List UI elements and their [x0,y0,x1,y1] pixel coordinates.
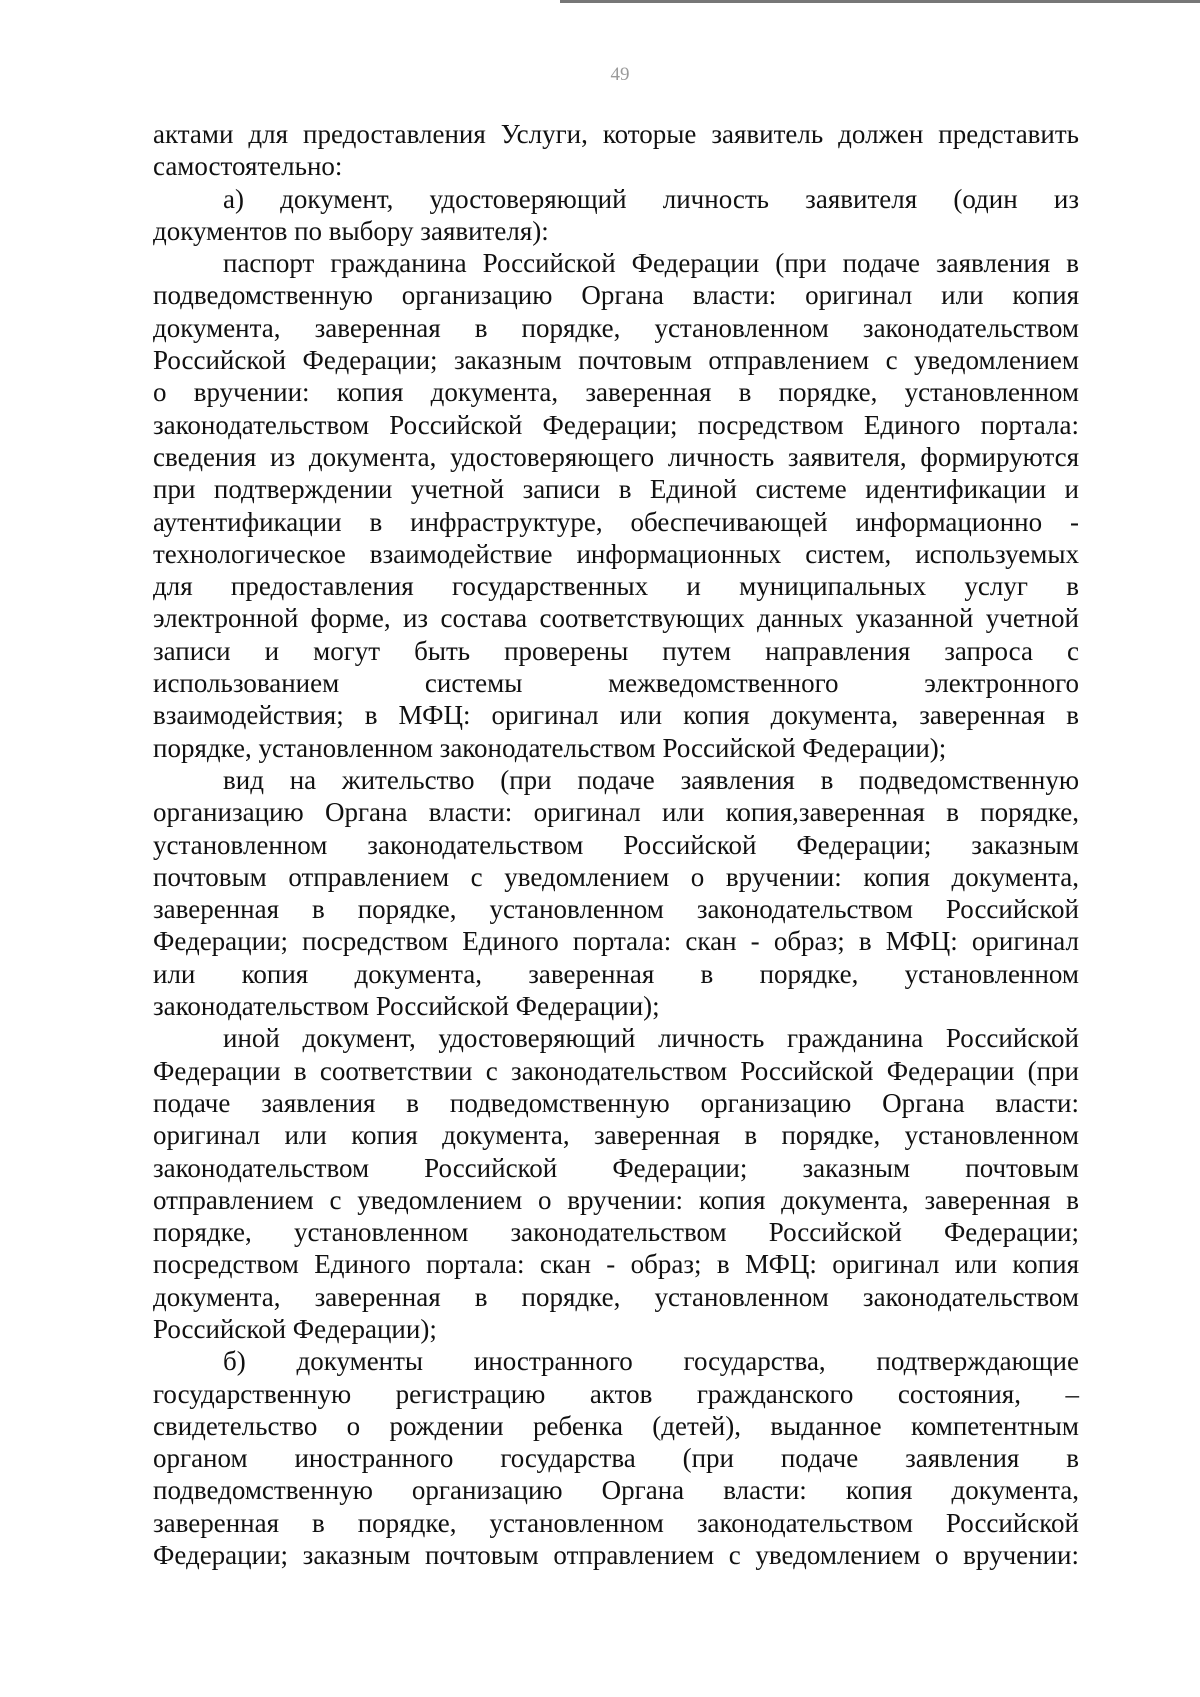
text-line: законодательством Российской Федерации; заказным почтовым [153,1152,1079,1183]
text-line: паспорт гражданина Российской Федерации (при подаче заявления в [223,248,1079,279]
text-line: органом иностранного государства (при подаче заявления в [153,1443,1079,1474]
text-line: вид на жительство (при подаче заявления в подведомственную [223,764,1079,795]
text-line: документов по выбору заявителя): [153,215,549,246]
top-border-line [560,0,1200,3]
text-line: а) документ, удостоверяющий личность заявителя (один из [223,183,1079,214]
text-line: подведомственную организацию Органа власти: копия документа, [153,1475,1079,1506]
text-line: актами для предоставления Услуги, которые заявитель должен представить [153,119,1079,149]
text-line: о вручении: копия документа, заверенная в порядке, установленном [153,377,1079,408]
text-line: использованием системы межведомственного электронного [153,668,1079,699]
text-line: технологическое взаимодействие информационных систем, используемых [153,538,1079,569]
text-line: подаче заявления в подведомственную организацию Органа власти: [153,1087,1079,1118]
text-line: Российской Федерации); [153,1313,437,1344]
text-line: порядке, установленном законодательством Российской Федерации); [153,732,947,763]
text-line: посредством Единого портала: скан - образ; в МФЦ: оригинал или копия [153,1249,1079,1280]
text-line: законодательством Российской Федерации; посредством Единого портала: [153,409,1079,440]
text-line: при подтверждении учетной записи в Единой системе идентификации и [153,474,1079,505]
document-body [153,118,1079,1571]
text-line: для предоставления государственных и муниципальных услуг в [153,571,1079,602]
text-line: Федерации в соответствии с законодательством Российской Федерации (при [153,1055,1079,1086]
text-line: свидетельство о рождении ребенка (детей), выданное компетентным [153,1410,1079,1441]
text-line: Федерации; посредством Единого портала: скан - образ; в МФЦ: оригинал [153,926,1079,957]
text-line: установленном законодательством Российской Федерации; заказным [153,829,1079,860]
text-line: государственную регистрацию актов гражданского состояния, – [153,1378,1079,1409]
text-line: заверенная в порядке, установленном законодательством Российской [153,894,1079,925]
text-line: б) документы иностранного государства, подтверждающие [223,1346,1079,1377]
text-line: почтовым отправлением с уведомлением о вручении: копия документа, [153,861,1079,892]
page-number: 49 [610,64,630,85]
text-line: сведения из документа, удостоверяющего личность заявителя, формируются [153,441,1079,472]
text-line: Российской Федерации; заказным почтовым отправлением с уведомлением [153,345,1079,376]
text-line: порядке, установленном законодательством Российской Федерации; [153,1217,1079,1248]
text-line: законодательством Российской Федерации); [153,991,660,1022]
text-line: подведомственную организацию Органа власти: оригинал или копия [153,280,1079,311]
text-line: записи и могут быть проверены путем направления запроса с [153,635,1079,666]
text-line: документа, заверенная в порядке, установленном законодательством [153,312,1079,343]
text-line: заверенная в порядке, установленном законодательством Российской [153,1507,1079,1538]
text-line: иной документ, удостоверяющий личность гражданина Российской [223,1023,1079,1054]
text-line: или копия документа, заверенная в порядке, установленном [153,958,1079,989]
text-line: документа, заверенная в порядке, установленном законодательством [153,1281,1079,1312]
text-line: Федерации; заказным почтовым отправлением с уведомлением о вручении: [153,1540,1079,1571]
text-line: электронной форме, из состава соответствующих данных указанной учетной [153,603,1079,634]
text-line: отправлением с уведомлением о вручении: копия документа, заверенная в [153,1184,1079,1215]
text-line: самостоятельно: [153,151,343,182]
text-line: взаимодействия; в МФЦ: оригинал или копия документа, заверенная в [153,700,1079,731]
text-line: организацию Органа власти: оригинал или копия,заверенная в порядке, [153,797,1079,828]
text-line: аутентификации в инфраструктуре, обеспечивающей информационно - [153,506,1079,537]
text-line: оригинал или копия документа, заверенная в порядке, установленном [153,1120,1079,1151]
